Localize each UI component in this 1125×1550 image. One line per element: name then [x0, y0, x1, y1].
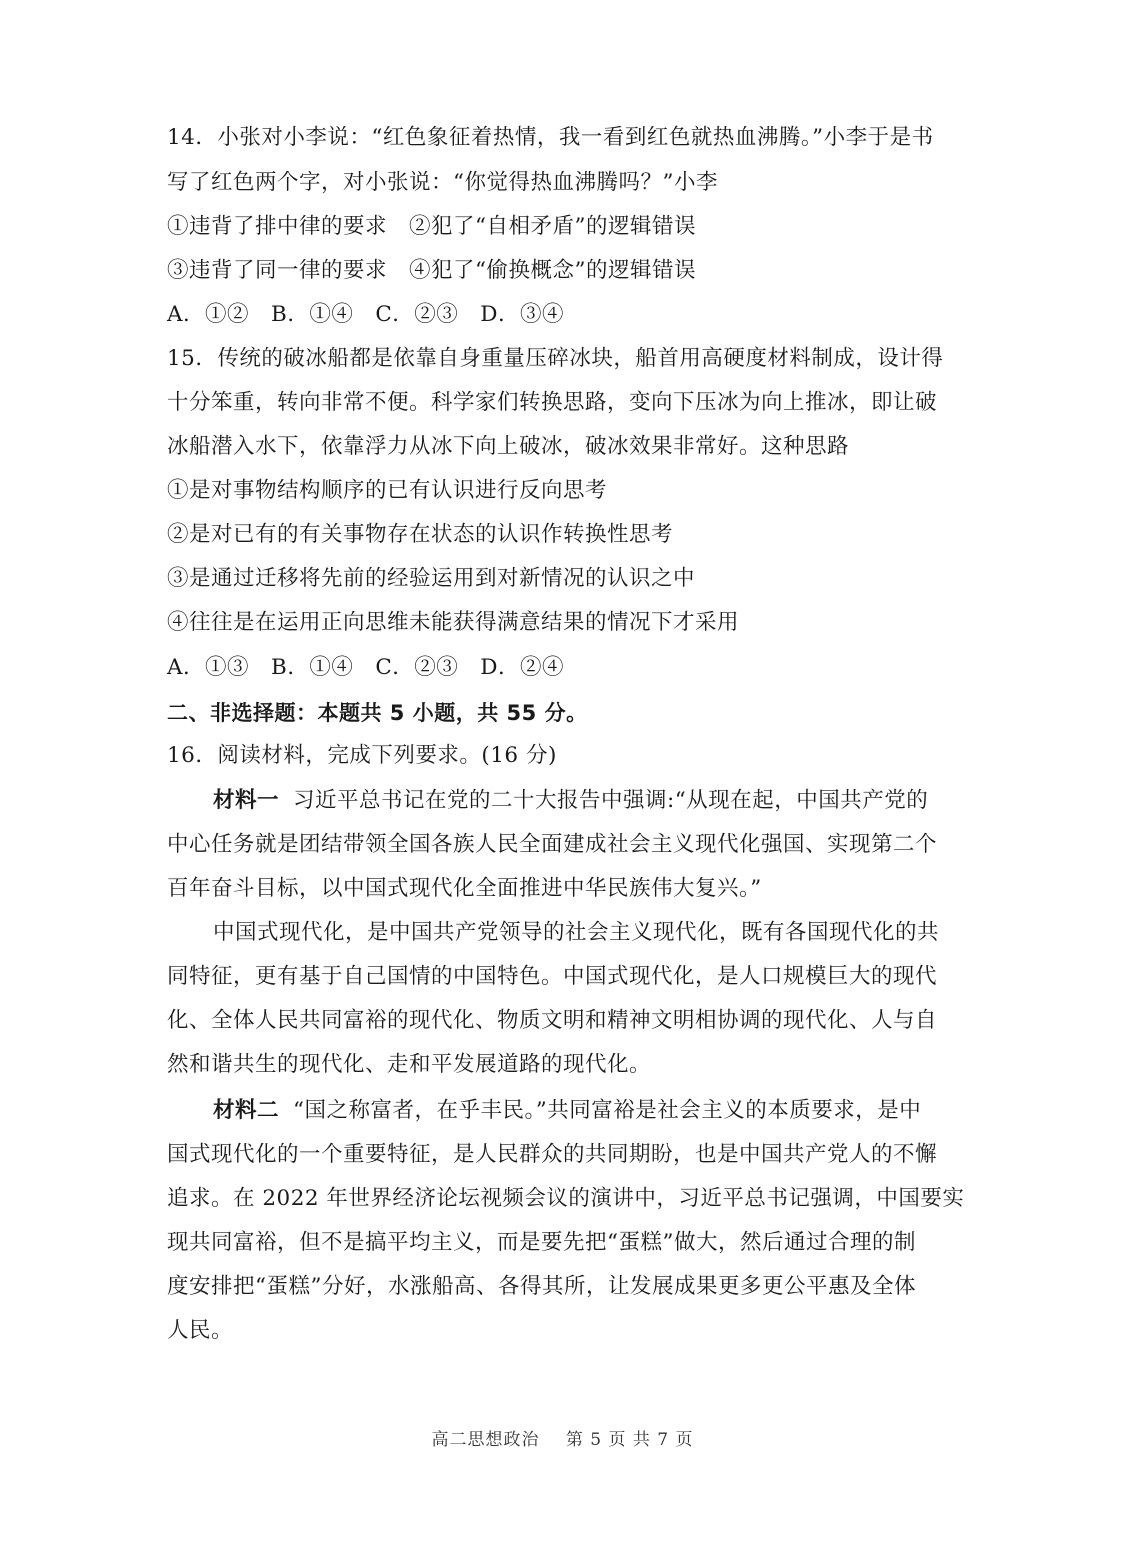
- q15-option-1: ①是对事物结构顺序的已有认识进行反向思考: [167, 478, 608, 503]
- material-2-label: 材料二: [213, 1098, 280, 1123]
- paragraph-2-line-4: 然和谐共生的现代化、走和平发展道路的现代化。: [167, 1052, 652, 1077]
- q16-stem: 16．阅读材料，完成下列要求。(16 分): [167, 743, 557, 768]
- footer-subject: 高二思想政治: [431, 1430, 540, 1450]
- material-1-first-line: [213, 786, 1013, 816]
- material-1-label: 材料一: [213, 788, 280, 813]
- material-2-line-3: 追求。在 2022 年世界经济论坛视频会议的演讲中，习近平总书记强调，中国要实: [167, 1186, 965, 1211]
- q14-option-line-2: ③违背了同一律的要求 ④犯了“偷换概念”的逻辑错误: [167, 258, 696, 283]
- material-1-line-2: 中心任务就是团结带领全国各族人民全面建成社会主义现代化强国、实现第二个: [167, 832, 938, 857]
- q14-stem-line-2: 写了红色两个字，对小张说：“你觉得热血沸腾吗？”小李: [167, 170, 718, 195]
- material-2-line-5: 度安排把“蛋糕”分好，水涨船高、各得其所，让发展成果更多更公平惠及全体: [167, 1274, 916, 1299]
- q15-stem-line-1: 15．传统的破冰船都是依靠自身重量压碎冰块，船首用高硬度材料制成，设计得: [167, 346, 944, 371]
- paragraph-2-line-3: 化、全体人民共同富裕的现代化、物质文明和精神文明相协调的现代化、人与自: [167, 1008, 938, 1033]
- material-2-line-4: 现共同富裕，但不是搞平均主义，而是要先把“蛋糕”做大，然后通过合理的制: [167, 1230, 916, 1255]
- paragraph-2-line-2: 同特征，更有基于自己国情的中国特色。中国式现代化，是人口规模巨大的现代: [167, 964, 938, 989]
- q15-option-2: ②是对已有的有关事物存在状态的认识作转换性思考: [167, 522, 674, 547]
- q14-option-line-1: ①违背了排中律的要求 ②犯了“自相矛盾”的逻辑错误: [167, 214, 696, 239]
- q15-option-3: ③是通过迁移将先前的经验运用到对新情况的认识之中: [167, 566, 696, 591]
- q14-choices: A．①② B．①④ C．②③ D．③④: [167, 302, 565, 327]
- material-2-line-2: 国式现代化的一个重要特征，是人民群众的共同期盼，也是中国共产党人的不懈: [167, 1142, 938, 1167]
- material-1-line-1: 习近平总书记在党的二十大报告中强调:“从现在起，中国共产党的: [293, 788, 929, 813]
- paragraph-2-line-1: 中国式现代化，是中国共产党领导的社会主义现代化，既有各国现代化的共: [213, 920, 940, 945]
- q15-option-4: ④往往是在运用正向思维未能获得满意结果的情况下才采用: [167, 610, 740, 635]
- material-2-first-line: [213, 1096, 1013, 1126]
- material-2-line-1: “国之称富者，在乎丰民。”共同富裕是社会主义的本质要求，是中: [293, 1098, 922, 1123]
- q15-choices: A．①③ B．①④ C．②③ D．②④: [167, 655, 565, 680]
- page-footer: [0, 1425, 1125, 1450]
- material-1-line-3: 百年奋斗目标，以中国式现代化全面推进中华民族伟大复兴。”: [167, 876, 762, 901]
- section-2-heading: 二、非选择题：本题共 5 小题，共 55 分。: [167, 701, 588, 725]
- q15-stem-line-2: 十分笨重，转向非常不便。科学家们转换思路，变向下压冰为向上推冰，即让破: [167, 390, 938, 415]
- q15-stem-line-3: 冰船潜入水下，依靠浮力从冰下向上破冰，破冰效果非常好。这种思路: [167, 434, 850, 459]
- material-2-line-6: 人民。: [167, 1318, 234, 1343]
- footer-page-number: 第 5 页 共 7 页: [565, 1430, 694, 1450]
- q14-stem-line-1: 14．小张对小李说：“红色象征着热情，我一看到红色就热血沸腾。”小李于是书: [167, 125, 934, 150]
